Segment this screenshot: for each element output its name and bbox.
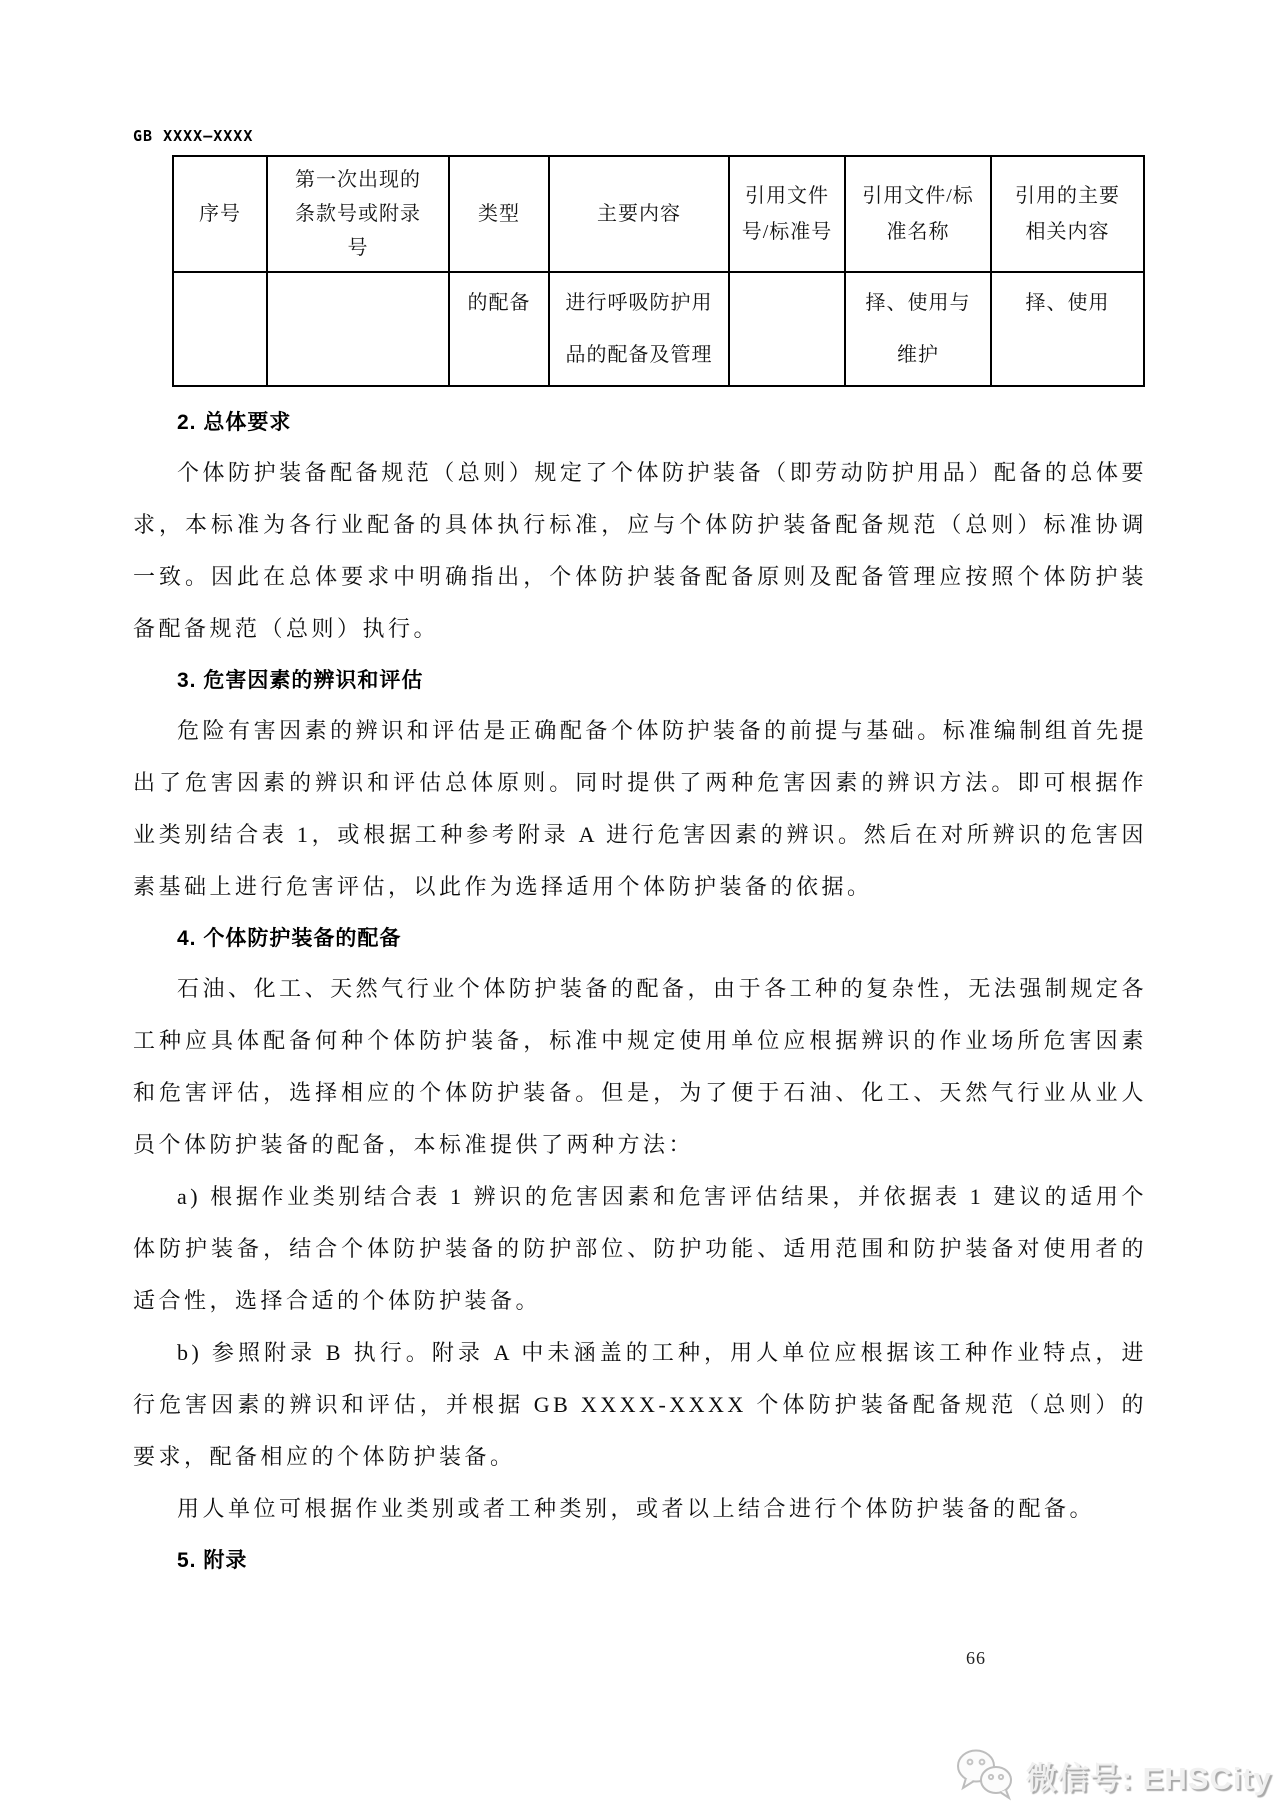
standard-code-header: GB XXXX—XXXX bbox=[133, 127, 254, 145]
table-header-cell: 引用文件/标准名称 bbox=[845, 156, 991, 272]
table-row bbox=[173, 272, 1144, 386]
table-cell: 进行呼吸防护用品的配备及管理 bbox=[549, 272, 729, 386]
paragraph: 个体防护装备配备规范（总则）规定了个体防护装备（即劳动防护用品）配备的总体要求，本标准为各行业配备的具体执行标准，应与个体防护装备配备规范（总则）标准协调一致。因此在总体要求中明确指出，个体防护装备配备原则及配备管理应按照个体防护装备配备规范（总则）执行。 bbox=[133, 460, 1147, 641]
table-header-row bbox=[173, 156, 1144, 272]
table-cell: 择、使用 bbox=[991, 272, 1144, 386]
table-cell: 择、使用与维护 bbox=[845, 272, 991, 386]
page-number: 66 bbox=[966, 1648, 986, 1668]
paragraph: 危险有害因素的辨识和评估是正确配备个体防护装备的前提与基础。标准编制组首先提出了危害因素的辨识和评估总体原则。同时提供了两种危害因素的辨识方法。即可根据作业类别结合表 1，或根据工种参考附录 A 进行危害因素的辨识。然后在对所辨识的危害因素基础上进行危害评估，以此作为选择适用个体防护装备的依据。 bbox=[133, 718, 1147, 899]
section-heading-hazard-identification: 3. 危害因素的辨识和评估 bbox=[177, 669, 424, 692]
paragraph: 用人单位可根据作业类别或者工种类别，或者以上结合进行个体防护装备的配备。 bbox=[177, 1496, 1096, 1521]
table-header-cell: 第一次出现的条款号或附录号 bbox=[267, 156, 449, 272]
paragraph: 石油、化工、天然气行业个体防护装备的配备，由于各工种的复杂性，无法强制规定各工种应具体配备何种个体防护装备，标准中规定使用单位应根据辨识的作业场所危害因素和危害评估，选择相应的个体防护装备。但是，为了便于石油、化工、天然气行业从业人员个体防护装备的配备，本标准提供了两种方法： bbox=[133, 976, 1147, 1157]
watermark-text: 微信号: EHSCity bbox=[1025, 1760, 1272, 1796]
reference-table bbox=[172, 155, 1145, 387]
section-heading-appendix: 5. 附录 bbox=[177, 1549, 248, 1572]
table-cell bbox=[267, 272, 449, 386]
section-heading-general-requirements: 2. 总体要求 bbox=[177, 411, 292, 434]
table-header-cell: 主要内容 bbox=[549, 156, 729, 272]
wechat-icon bbox=[954, 1748, 1016, 1802]
table-header-cell: 引用的主要相关内容 bbox=[991, 156, 1144, 272]
watermark bbox=[954, 1744, 1272, 1806]
table-header-cell: 引用文件号/标准号 bbox=[729, 156, 845, 272]
paragraph-list-item-a: a) 根据作业类别结合表 1 辨识的危害因素和危害评估结果，并依据表 1 建议的适用个体防护装备，结合个体防护装备的防护部位、防护功能、适用范围和防护装备对使用者的适合性，选择合适的个体防护装备。 bbox=[133, 1184, 1147, 1313]
table-header-cell: 类型 bbox=[449, 156, 549, 272]
table-header-cell: 序号 bbox=[173, 156, 267, 272]
table-cell bbox=[729, 272, 845, 386]
table-cell: 的配备 bbox=[449, 272, 549, 386]
table-cell bbox=[173, 272, 267, 386]
section-heading-ppe-provision: 4. 个体防护装备的配备 bbox=[177, 927, 402, 950]
paragraph-list-item-b: b) 参照附录 B 执行。附录 A 中未涵盖的工种，用人单位应根据该工种作业特点，进行危害因素的辨识和评估，并根据 GB XXXX-XXXX 个体防护装备配备规范（总则）的要求，配备相应的个体防护装备。 bbox=[133, 1340, 1147, 1469]
document-body bbox=[133, 401, 1147, 1583]
